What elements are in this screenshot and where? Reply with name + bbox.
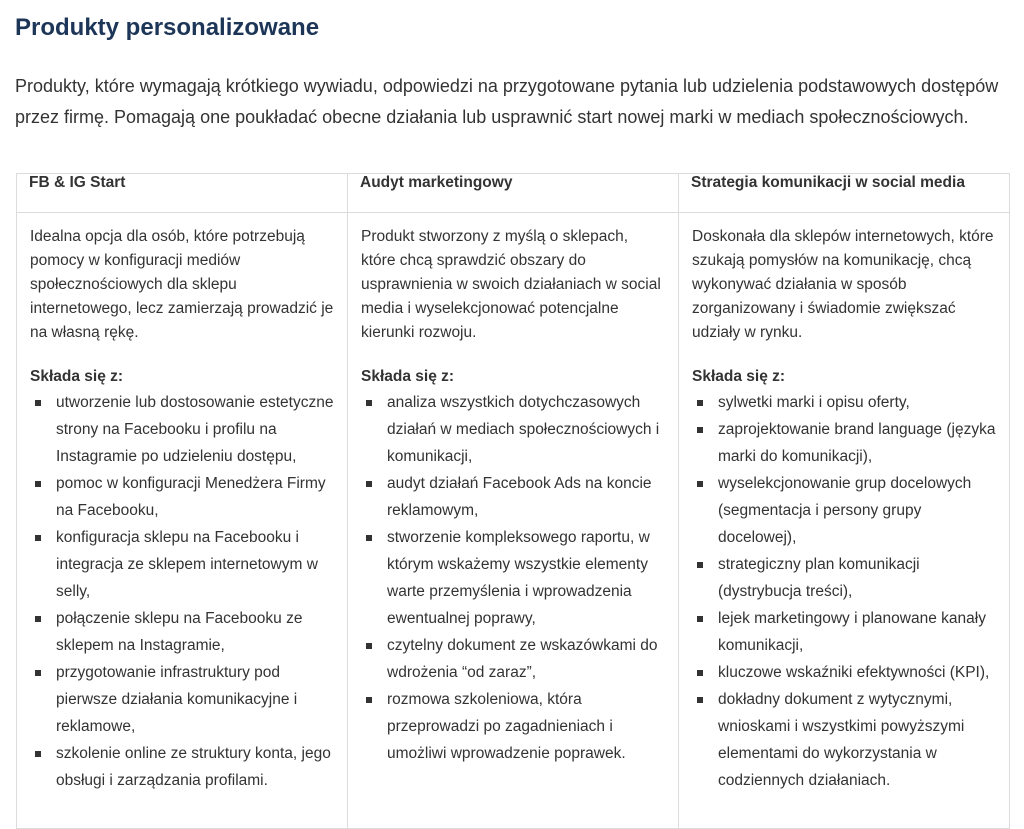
column-description: Idealna opcja dla osób, które potrzebują pomocy w konfiguracji mediów społecznościowych dla sklepu internetowego, lecz zamierzają prowadzić je na własną rękę.	[30, 228, 334, 341]
feature-list	[30, 389, 335, 794]
feature-list	[361, 389, 666, 767]
page-title: Produkty personalizowane	[15, 14, 320, 41]
composed-label: Składa się z:	[361, 368, 455, 385]
column-header-audyt: Audyt marketingowy	[348, 174, 679, 213]
intro-paragraph: Produkty, które wymagają krótkiego wywiadu, odpowiedzi na przygotowane pytania lub udzielenia podstawowych dostępów przez firmę. Pomagają one poukładać obecne działania lub usprawnić start nowej marki w mediach społecznościowych.	[15, 76, 999, 127]
list-item: stworzenie kompleksowego raportu, w którym wskażemy wszystkie elementy warte przemyślenia i wprowadzenia ewentualnej poprawy,	[387, 524, 666, 632]
list-item: sylwetki marki i opisu oferty,	[718, 389, 997, 416]
list-item: utworzenie lub dostosowanie estetyczne strony na Facebooku i profilu na Instagramie po udzieleniu dostępu,	[56, 389, 335, 470]
column-description: Doskonała dla sklepów internetowych, które szukają pomysłów na komunikację, chcą wykonywać działania w sposób zorganizowany i świadomie zwiększać udziały w rynku.	[692, 228, 994, 341]
list-item: konfiguracja sklepu na Facebooku i integracja ze sklepem internetowym w selly,	[56, 524, 335, 605]
composed-label: Składa się z:	[692, 368, 786, 385]
list-item: strategiczny plan komunikacji (dystrybucja treści),	[718, 551, 997, 605]
composed-label: Składa się z:	[30, 368, 124, 385]
list-item: połączenie sklepu na Facebooku ze sklepem na Instagramie,	[56, 605, 335, 659]
list-item: zaprojektowanie brand language (języka marki do komunikacji),	[718, 416, 997, 470]
list-item: dokładny dokument z wytycznymi, wnioskami i wszystkimi powyższymi elementami do wykorzystania w codziennych działaniach.	[718, 686, 997, 794]
list-item: lejek marketingowy i planowane kanały komunikacji,	[718, 605, 997, 659]
table-header-row	[17, 174, 1010, 213]
list-item: rozmowa szkoleniowa, która przeprowadzi po zagadnieniach i umożliwi wprowadzenie poprawek.	[387, 686, 666, 767]
column-header-fb-ig-start: FB & IG Start	[17, 174, 348, 213]
column-cell-fb-ig-start	[17, 213, 348, 829]
products-table	[16, 173, 1010, 829]
list-item: wyselekcjonowanie grup docelowych (segmentacja i persony grupy docelowej),	[718, 470, 997, 551]
list-item: czytelny dokument ze wskazówkami do wdrożenia “od zaraz”,	[387, 632, 666, 686]
feature-list	[692, 389, 997, 794]
column-cell-audyt	[348, 213, 679, 829]
column-header-strategia: Strategia komunikacji w social media	[679, 174, 1010, 213]
list-item: audyt działań Facebook Ads na koncie reklamowym,	[387, 470, 666, 524]
list-item: pomoc w konfiguracji Menedżera Firmy na Facebooku,	[56, 470, 335, 524]
list-item: analiza wszystkich dotychczasowych działań w mediach społecznościowych i komunikacji,	[387, 389, 666, 470]
list-item: przygotowanie infrastruktury pod pierwsze działania komunikacyjne i reklamowe,	[56, 659, 335, 740]
column-cell-strategia	[679, 213, 1010, 829]
list-item: kluczowe wskaźniki efektywności (KPI),	[718, 659, 997, 686]
list-item: szkolenie online ze struktury konta, jego obsługi i zarządzania profilami.	[56, 740, 335, 794]
column-description: Produkt stworzony z myślą o sklepach, które chcą sprawdzić obszary do usprawnienia w swoich działaniach w social media i wyselekcjonować potencjalne kierunki rozwoju.	[361, 228, 661, 341]
table-body-row	[17, 213, 1010, 829]
